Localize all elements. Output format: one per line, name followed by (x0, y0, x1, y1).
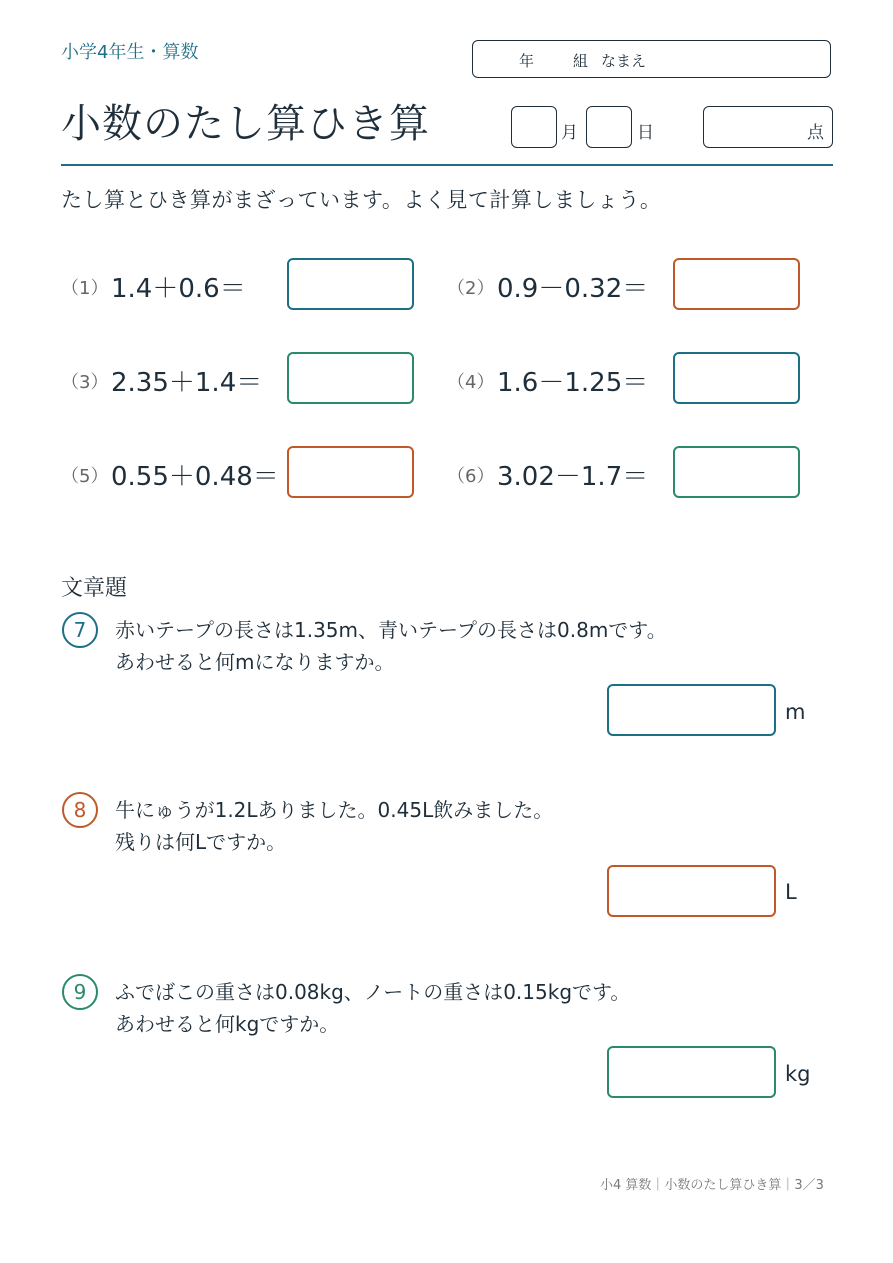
answer-box-3[interactable] (287, 352, 414, 404)
word-answer-box-9[interactable] (607, 1046, 776, 1098)
month-label: 月 (561, 123, 578, 143)
problem-number: （1） (61, 278, 109, 299)
day-label: 日 (637, 123, 654, 143)
problem-number-badge: 7 (62, 612, 98, 648)
problem-number: （4） (447, 372, 495, 393)
problem-expression: 0.9－0.32＝ (497, 274, 649, 304)
unit-label: L (785, 880, 797, 904)
answer-box-2[interactable] (673, 258, 800, 310)
year-label: 年 (519, 52, 535, 70)
problem-number-badge: 9 (62, 974, 98, 1010)
word-problem-question: 残りは何Lですか。 (115, 830, 287, 854)
unit-label: kg (785, 1062, 811, 1086)
name-box[interactable] (472, 40, 831, 78)
instruction: たし算とひき算がまざっています。よく見て計算しましょう。 (61, 188, 662, 212)
problem-expression: 1.4＋0.6＝ (111, 274, 246, 304)
header-divider (61, 164, 833, 166)
score-input[interactable] (703, 106, 833, 148)
problem-number-badge: 8 (62, 792, 98, 828)
problem-expression: 1.6－1.25＝ (497, 368, 649, 398)
score-label: 点 (807, 123, 824, 143)
word-answer-box-7[interactable] (607, 684, 776, 736)
month-input[interactable] (511, 106, 557, 148)
word-problem-question: あわせると何kgですか。 (115, 1012, 340, 1036)
problem-expression: 2.35＋1.4＝ (111, 368, 263, 398)
day-input[interactable] (586, 106, 632, 148)
word-problem-text: 牛にゅうが1.2Lありました。0.45L飲みました。 (115, 798, 554, 822)
page-footer: 小4 算数｜小数のたし算ひき算｜3／3 (600, 1178, 824, 1193)
grade-subject: 小学4年生・算数 (61, 42, 199, 63)
word-problem-question: あわせると何mになりますか。 (115, 650, 395, 674)
unit-label: m (785, 700, 806, 724)
word-section-title: 文章題 (61, 576, 128, 601)
page-title: 小数のたし算ひき算 (61, 101, 430, 147)
name-label: なまえ (601, 52, 647, 70)
answer-box-6[interactable] (673, 446, 800, 498)
problem-expression: 0.55＋0.48＝ (111, 462, 279, 492)
word-problem-text: ふでばこの重さは0.08kg、ノートの重さは0.15kgです。 (115, 980, 631, 1004)
class-label: 組 (573, 52, 589, 70)
problem-number: （3） (61, 372, 109, 393)
problem-number: （6） (447, 466, 495, 487)
word-answer-box-8[interactable] (607, 865, 776, 917)
word-problem-text: 赤いテープの長さは1.35m、青いテープの長さは0.8mです。 (115, 618, 667, 642)
answer-box-4[interactable] (673, 352, 800, 404)
answer-box-1[interactable] (287, 258, 414, 310)
problem-expression: 3.02－1.7＝ (497, 462, 649, 492)
answer-box-5[interactable] (287, 446, 414, 498)
problem-number: （2） (447, 278, 495, 299)
problem-number: （5） (61, 466, 109, 487)
